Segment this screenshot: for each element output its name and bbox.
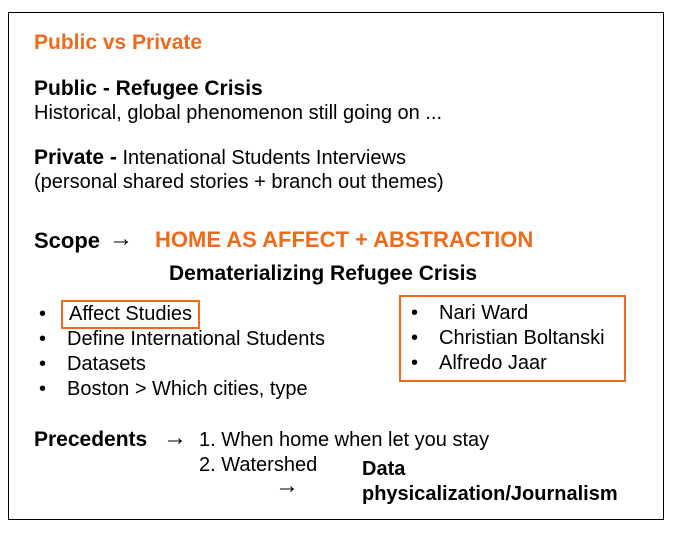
precedent-item-2: 2. Watershed [199,454,318,476]
bullet-marker: • [39,353,47,375]
bullet-marker: • [39,378,47,400]
precedents-arrow: → [163,424,187,451]
bullet-marker: • [39,303,47,325]
bullet-marker: • [411,327,419,349]
precedent-sub-arrow: → [275,472,299,499]
private-line [34,146,406,170]
slide-title: Public vs Private [34,31,203,54]
private-label: Private - [34,146,117,169]
artists-box [399,295,626,382]
list-item-text: Nari Ward [439,302,529,324]
left-bullet-list [39,303,379,413]
scope-arrow: → [109,225,133,252]
list-item-text: Datasets [67,353,146,375]
scope-subtitle: Dematerializing Refugee Crisis [169,262,478,285]
public-text: Historical, global phenomenon still going on ... [34,102,443,124]
bullet-marker: • [411,352,419,374]
precedent-item-1: 1. When home when let you stay [199,429,490,451]
scope-label: Scope [34,228,101,253]
list-item-text: Alfredo Jaar [439,352,547,374]
list-item-text: Define International Students [67,328,325,350]
precedents-label: Precedents [34,428,148,451]
list-item-text: Christian Boltanski [439,327,605,349]
data-physicalization-label-line2: physicalization/Journalism [362,483,618,505]
private-text-2: (personal shared stories + branch out themes) [34,171,444,193]
list-item-text: Boston > Which cities, type [67,378,308,400]
private-text: Intenational Students Interviews [122,147,406,169]
data-physicalization-label-line1: Data [362,458,406,480]
bullet-marker: • [411,302,419,324]
scope-value: HOME AS AFFECT + ABSTRACTION [155,227,534,252]
slide-frame [8,12,664,520]
public-label: Public - Refugee Crisis [34,77,263,100]
affect-studies-item: Affect Studies [61,300,200,329]
bullet-marker: • [39,328,47,350]
